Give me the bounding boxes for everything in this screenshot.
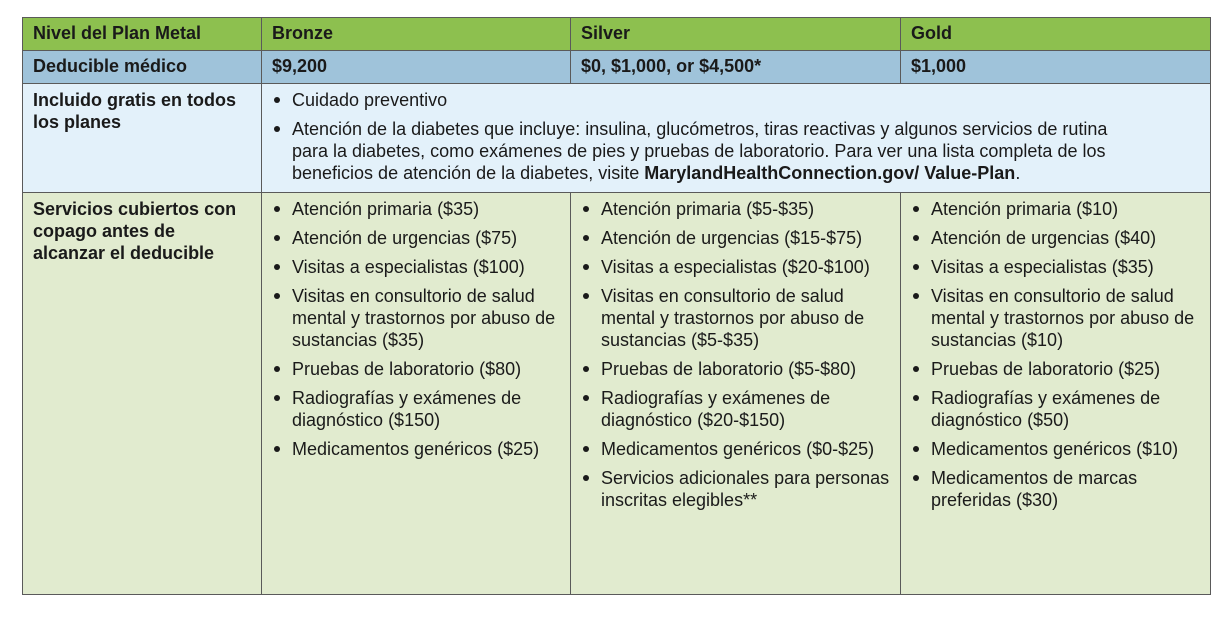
included-free-label: Incluido gratis en todos los planes	[23, 84, 262, 193]
copay-services-label: Servicios cubiertos con copago antes de alcanzar el deducible	[23, 193, 262, 595]
list-item: Servicios adicionales para personas inscritas elegibles**	[581, 467, 890, 511]
list-item: Radiografías y exámenes de diagnóstico ($150)	[272, 387, 560, 431]
copay-silver-cell	[571, 193, 901, 595]
list-item: Visitas a especialistas ($100)	[272, 256, 560, 278]
metal-plan-table	[22, 17, 1211, 595]
list-item: Pruebas de laboratorio ($25)	[911, 358, 1200, 380]
list-item: Pruebas de laboratorio ($80)	[272, 358, 560, 380]
copay-services-row	[23, 193, 1211, 595]
bronze-services-list	[272, 198, 560, 460]
gold-services-list	[911, 198, 1200, 511]
list-item: Atención primaria ($35)	[272, 198, 560, 220]
silver-services-list	[581, 198, 890, 511]
list-item: Medicamentos genéricos ($0-$25)	[581, 438, 890, 460]
deductible-row	[23, 51, 1211, 84]
list-item	[272, 118, 1200, 184]
copay-gold-cell	[901, 193, 1211, 595]
copay-bronze-cell	[262, 193, 571, 595]
diabetes-care-text: Atención de la diabetes que incluye: insulina, glucómetros, tiras reactivas y algunos servicios de rutina para la diabetes, como exámenes de pies y pruebas de laboratorio. Para ver una lista completa de los beneficios de atención de la diabetes, visite	[292, 119, 1108, 183]
list-item: Medicamentos genéricos ($25)	[272, 438, 560, 460]
deductible-silver: $0, $1,000, or $4,500*	[571, 51, 901, 84]
diabetes-care-end: .	[1015, 163, 1021, 183]
list-item: Visitas a especialistas ($20-$100)	[581, 256, 890, 278]
deductible-bronze: $9,200	[262, 51, 571, 84]
deductible-gold: $1,000	[901, 51, 1211, 84]
included-free-list	[272, 89, 1200, 184]
list-item: Medicamentos de marcas preferidas ($30)	[911, 467, 1200, 511]
header-row	[23, 18, 1211, 51]
included-free-cell	[262, 84, 1211, 193]
deductible-label: Deducible médico	[23, 51, 262, 84]
header-gold: Gold	[901, 18, 1211, 51]
list-item: Visitas en consultorio de salud mental y trastornos por abuso de sustancias ($10)	[911, 285, 1200, 351]
header-bronze: Bronze	[262, 18, 571, 51]
list-item: Atención primaria ($10)	[911, 198, 1200, 220]
list-item: Pruebas de laboratorio ($5-$80)	[581, 358, 890, 380]
list-item: Atención primaria ($5-$35)	[581, 198, 890, 220]
list-item: Radiografías y exámenes de diagnóstico ($50)	[911, 387, 1200, 431]
list-item: Atención de urgencias ($40)	[911, 227, 1200, 249]
list-item	[272, 89, 1200, 111]
included-free-row	[23, 84, 1211, 193]
list-item: Radiografías y exámenes de diagnóstico ($20-$150)	[581, 387, 890, 431]
list-item: Medicamentos genéricos ($10)	[911, 438, 1200, 460]
header-metal-level: Nivel del Plan Metal	[23, 18, 262, 51]
list-item: Visitas a especialistas ($35)	[911, 256, 1200, 278]
preventive-care-text: Cuidado preventivo	[292, 90, 448, 110]
list-item: Visitas en consultorio de salud mental y trastornos por abuso de sustancias ($35)	[272, 285, 560, 351]
list-item: Visitas en consultorio de salud mental y trastornos por abuso de sustancias ($5-$35)	[581, 285, 890, 351]
list-item: Atención de urgencias ($15-$75)	[581, 227, 890, 249]
value-plan-link[interactable]: MarylandHealthConnection.gov/ Value-Plan	[644, 163, 1016, 183]
list-item: Atención de urgencias ($75)	[272, 227, 560, 249]
header-silver: Silver	[571, 18, 901, 51]
